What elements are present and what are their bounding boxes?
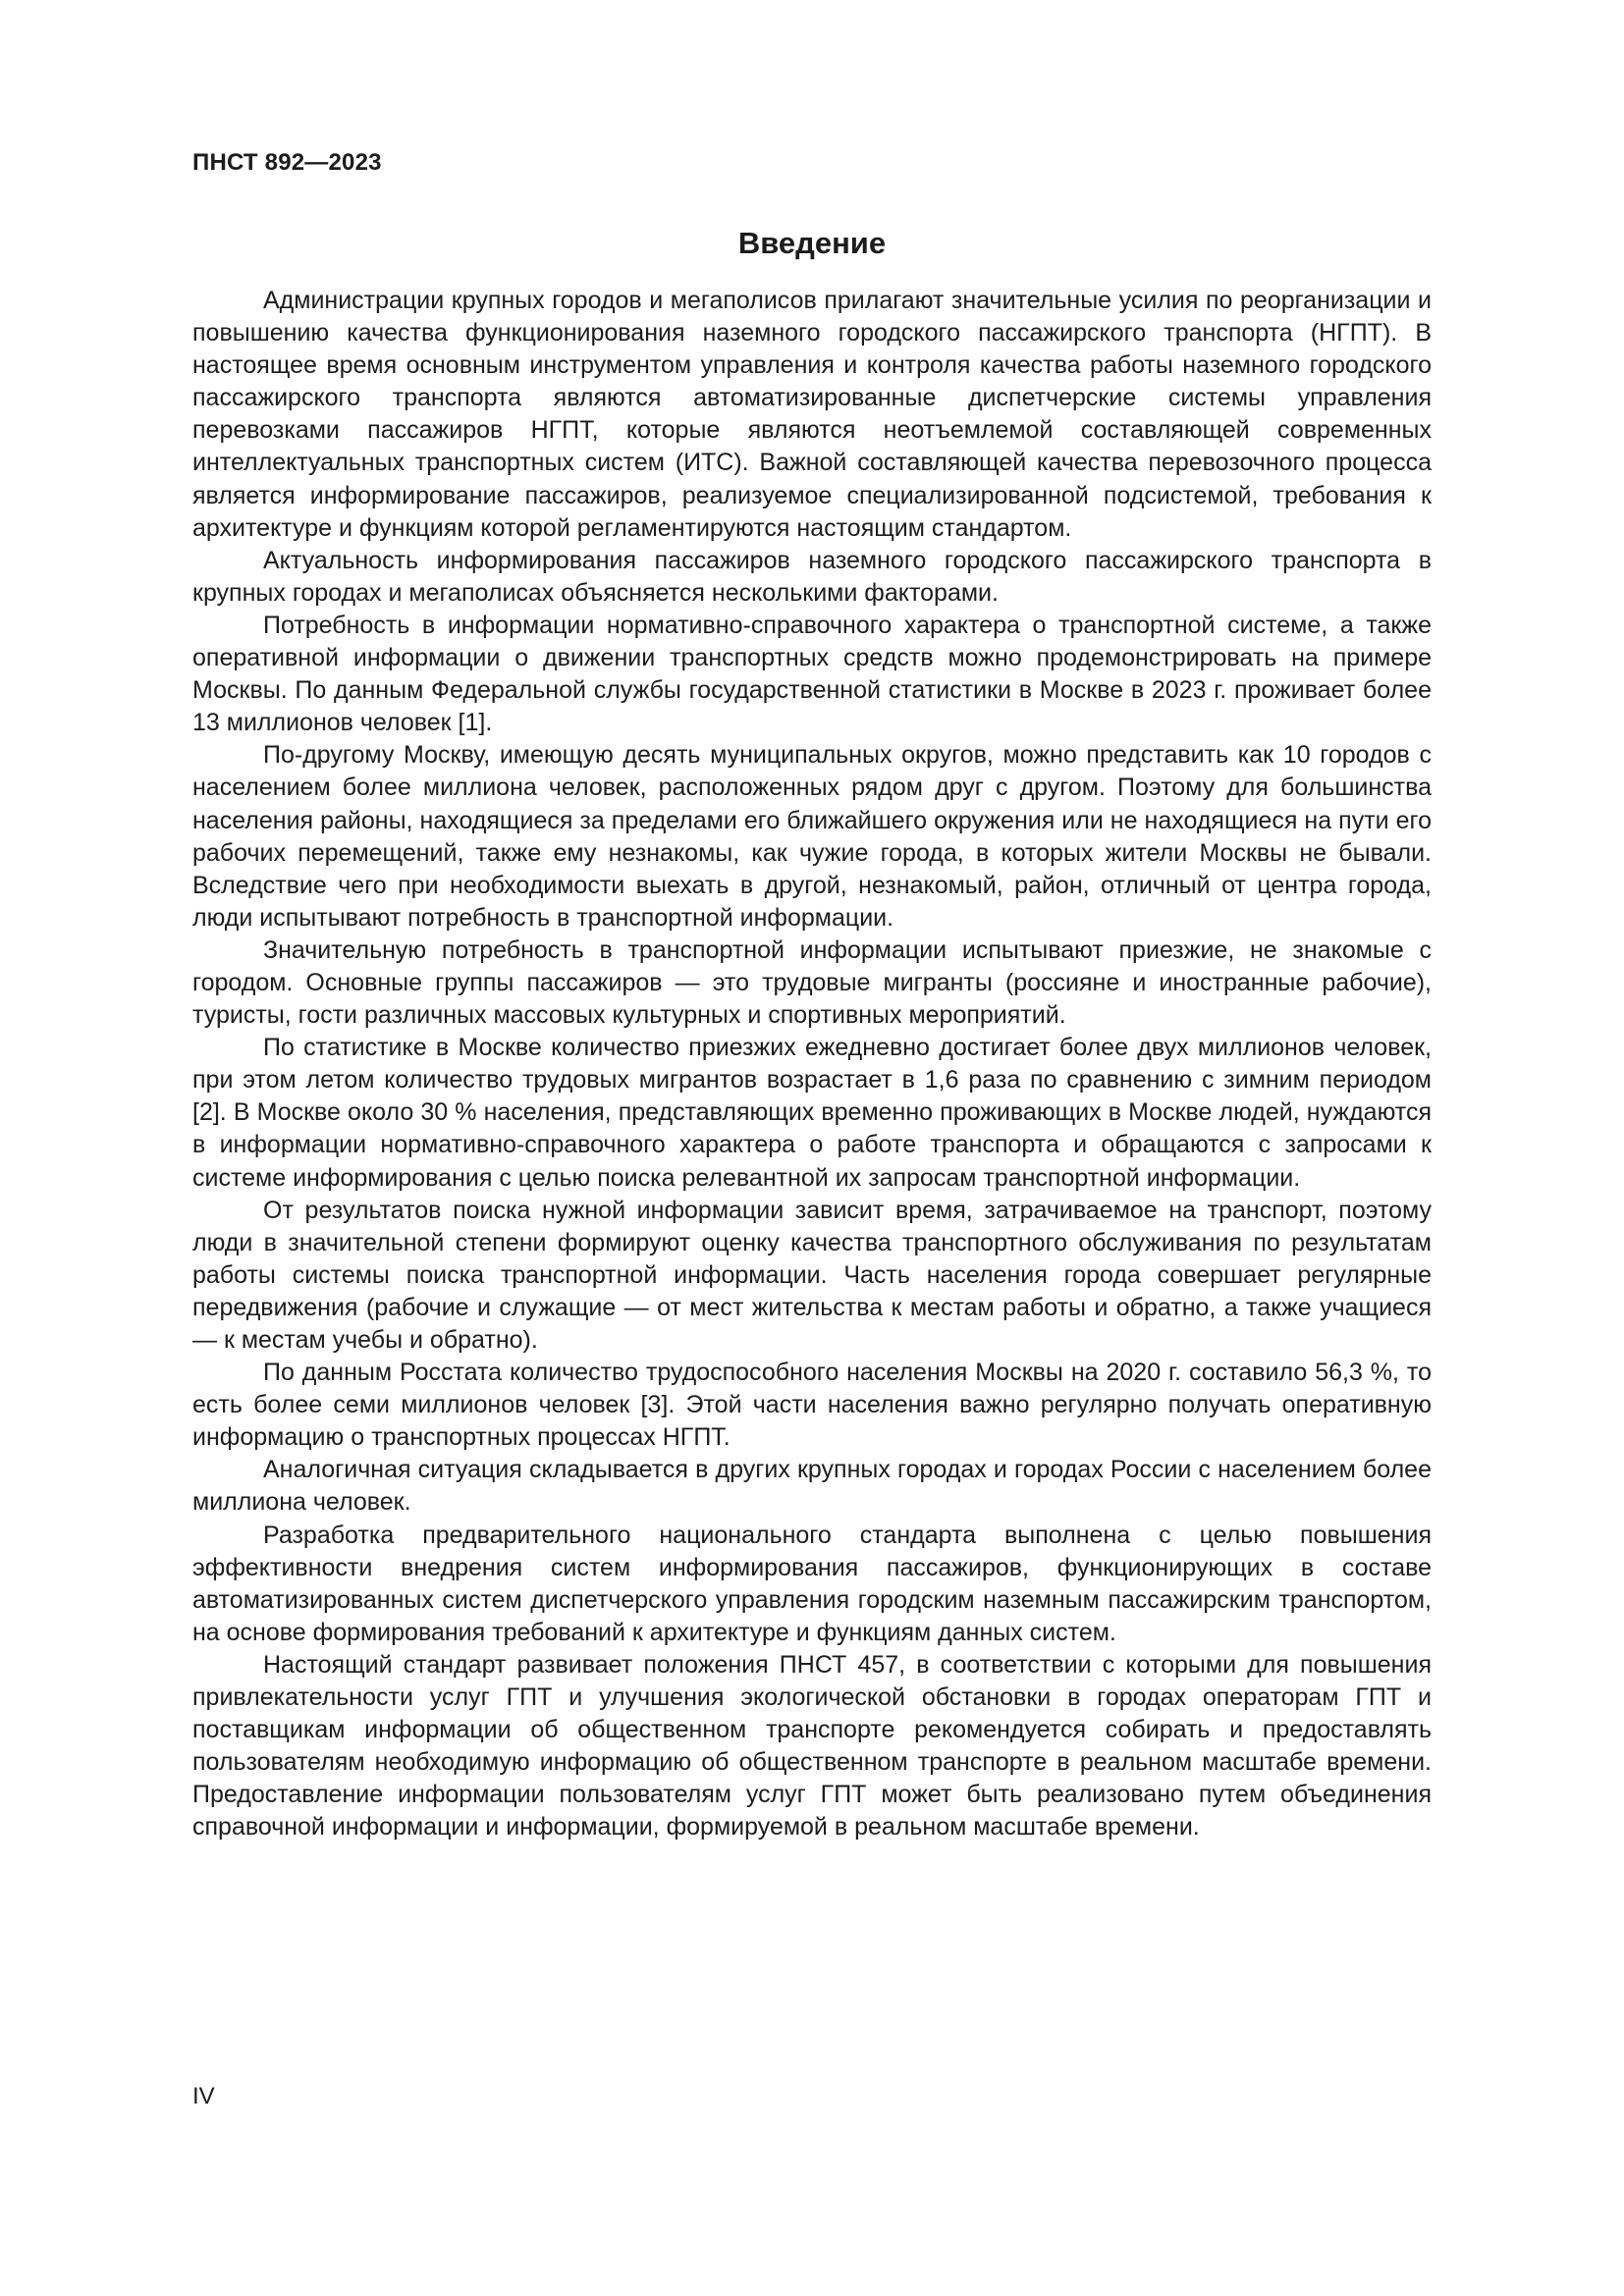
paragraph: Разработка предварительного национального стандарта выполнена с целью повышения эффективности внедрения систем информирования пассажиров, функционирующих в составе автоматизированных систем диспетчерского управления городским наземным пассажирским транспортом, на основе формирования требований к архитектуре и функциям данных систем.	[192, 1521, 1432, 1646]
paragraph: Актуальность информирования пассажиров наземного городского пассажирского транспорта в крупных городах и мегаполисах объясняется несколькими факторами.	[192, 546, 1432, 607]
paragraph: Настоящий стандарт развивает положения ПНСТ 457, в соответствии с которыми для повышения привлекательности услуг ГПТ и улучшения экологической обстановки в городах операторам ГПТ и поставщикам информации об общественном транспорте рекомендуется собирать и предоставлять пользователям необходимую информацию об общественном транспорте в реальном масштабе времени. Предоставление информации пользователям услуг ГПТ может быть реализовано путем объединения справочной информации и информации, формируемой в реальном масштабе времени.	[192, 1650, 1432, 1842]
paragraph: Значительную потребность в транспортной информации испытывают приезжие, не знакомые с городом. Основные группы пассажиров — это трудовые мигранты (россияне и иностранные рабочие), туристы, гости различных массовых культурных и спортивных мероприятий.	[192, 935, 1432, 1030]
paragraph: По данным Росстата количество трудоспособного населения Москвы на 2020 г. составило 56,3 %, то есть более семи миллионов человек [3]. Этой части населения важно регулярно получать оперативную информацию о транспортных процессах НГПТ.	[192, 1359, 1432, 1452]
paragraph: Аналогичная ситуация складывается в других крупных городах и городах России с населением более миллиона человек.	[192, 1456, 1432, 1517]
paragraph: Потребность в информации нормативно-справочного характера о транспортной системе, а также оперативной информации о движении транспортных средств можно продемонстрировать на примере Москвы. По данным Федеральной службы государственной статистики в Москве в 2023 г. проживает более 13 миллионов человек [1].	[192, 611, 1432, 737]
document-code: ПНСТ 892—2023	[192, 149, 382, 176]
body-text	[192, 285, 1432, 1844]
paragraph: По статистике в Москве количество приезжих ежедневно достигает более двух миллионов человек, при этом летом количество трудовых мигрантов возрастает в 1,6 раза по сравнению с зимним периодом [2]. В Москве около 30 % населения, представляющих временно проживающих в Москве людей, нуждаются в информации нормативно-справочного характера о работе транспорта и обращаются с запросами к системе информирования с целью поиска релевантной их запросам транспортной информации.	[192, 1034, 1432, 1192]
section-title: Введение	[737, 226, 887, 260]
paragraph: Администрации крупных городов и мегаполисов прилагают значительные усилия по реорганизации и повышению качества функционирования наземного городского пассажирского транспорта (НГПТ). В настоящее время основным инструментом управления и контроля качества работы наземного городского пассажирского транспорта являются автоматизированные диспетчерские системы управления перевозками пассажиров НГПТ, которые являются неотъемлемой составляющей современных интеллектуальных транспортных систем (ИТС). Важной составляющей качества перевозочного процесса является информирование пассажиров, реализуемое специализированной подсистемой, требования к архитектуре и функциям которой регламентируются настоящим стандартом.	[192, 287, 1432, 542]
page-number: IV	[192, 2083, 215, 2109]
paragraph: По-другому Москву, имеющую десять муниципальных округов, можно представить как 10 городов с населением более миллиона человек, расположенных рядом друг с другом. Поэтому для большинства населения районы, находящиеся за пределами его ближайшего окружения или не находящиеся на пути его рабочих перемещений, также ему незнакомы, как чужие города, в которых жители Москвы не бывали. Вследствие чего при необходимости выехать в другой, незнакомый, район, отличный от центра города, люди испытывают потребность в транспортной информации.	[192, 741, 1432, 932]
paragraph: От результатов поиска нужной информации зависит время, затрачиваемое на транспорт, поэтому люди в значительной степени формируют оценку качества транспортного обслуживания по результатам работы системы поиска транспортной информации. Часть населения города совершает регулярные передвижения (рабочие и служащие — от мест жительства к местам работы и обратно, а также учащиеся — к местам учебы и обратно).	[192, 1196, 1432, 1354]
